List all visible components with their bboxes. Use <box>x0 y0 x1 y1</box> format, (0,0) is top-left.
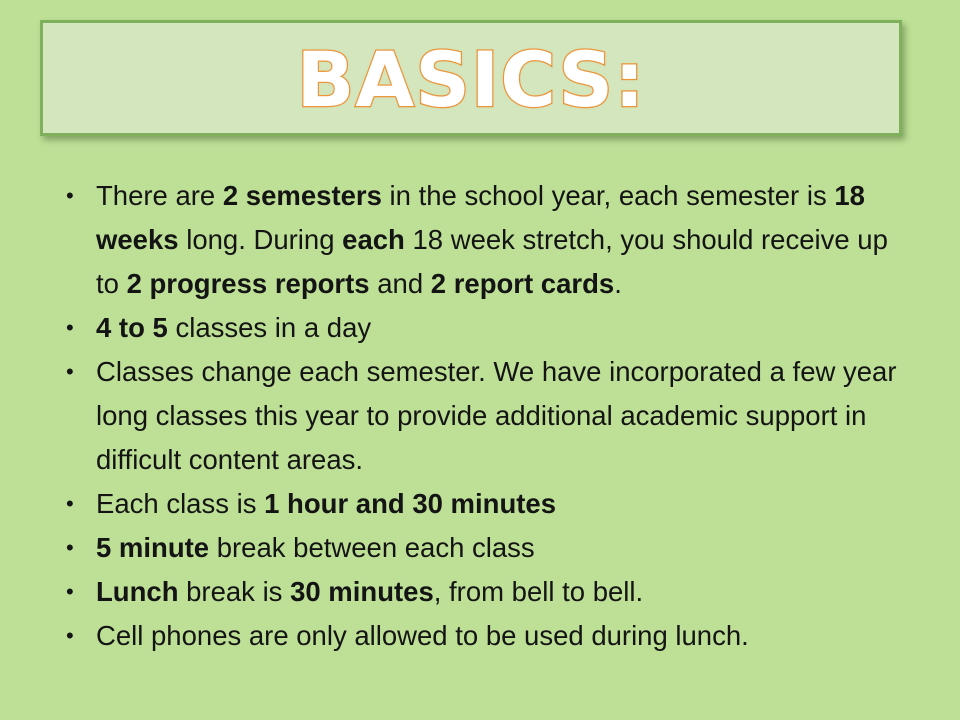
bullet-run: break between each class <box>209 532 535 563</box>
bullet-dot-icon: • <box>66 535 74 560</box>
bullet-bold-run: 2 report cards <box>430 268 615 299</box>
bullet-run: Classes change each semester. We have incorporated a few year long classes this year to provide additional academic support in difficult content areas. <box>96 356 897 475</box>
bullet-list <box>66 174 916 658</box>
slide-title: BASICS: <box>296 35 646 124</box>
bullet-run: classes in a day <box>167 312 372 343</box>
bullet-bold-run: 2 progress reports <box>126 268 370 299</box>
bullet-text <box>96 312 371 343</box>
bullet-dot-icon: • <box>66 359 74 384</box>
bullet-text <box>96 180 888 299</box>
bullet-text <box>96 576 643 607</box>
bullet-run: 18 week stretch, you should receive up to <box>96 224 888 299</box>
bullet-text <box>96 532 535 563</box>
bullet-bold-run: 4 to 5 <box>96 312 168 343</box>
bullet-text <box>96 488 556 519</box>
bullet-item <box>66 570 916 614</box>
bullet-bold-run: each <box>342 224 405 255</box>
bullet-run: long. During <box>178 224 343 255</box>
bullet-item <box>66 174 916 306</box>
bullet-bold-run: 18 weeks <box>96 180 865 255</box>
bullet-dot-icon: • <box>66 579 74 604</box>
bullet-item <box>66 306 916 350</box>
bullet-item <box>66 482 916 526</box>
bullet-run: , from bell to bell. <box>433 576 644 607</box>
bullet-dot-icon: • <box>66 491 74 516</box>
bullet-item <box>66 350 916 482</box>
bullet-bold-run: 30 minutes <box>290 576 434 607</box>
bullet-dot-icon: • <box>66 183 74 208</box>
bullet-item <box>66 614 916 658</box>
bullet-item <box>66 526 916 570</box>
bullet-dot-icon: • <box>66 315 74 340</box>
bullet-run: in the school year, each semester is <box>381 180 835 211</box>
bullet-run: and <box>369 268 431 299</box>
bullet-text <box>96 620 749 651</box>
bullet-bold-run: 2 semesters <box>222 180 382 211</box>
bullet-bold-run: 5 minute <box>96 532 210 563</box>
bullet-run: . <box>614 268 622 299</box>
bullet-dot-icon: • <box>66 623 74 648</box>
bullet-run: break is <box>178 576 291 607</box>
bullet-run: There are <box>96 180 223 211</box>
bullet-run: Each class is <box>96 488 265 519</box>
bullet-text <box>96 356 896 475</box>
title-banner <box>40 20 902 136</box>
bullet-run: Cell phones are only allowed to be used during lunch. <box>96 620 749 651</box>
bullet-bold-run: 1 hour and 30 minutes <box>264 488 556 519</box>
bullet-bold-run: Lunch <box>96 576 179 607</box>
